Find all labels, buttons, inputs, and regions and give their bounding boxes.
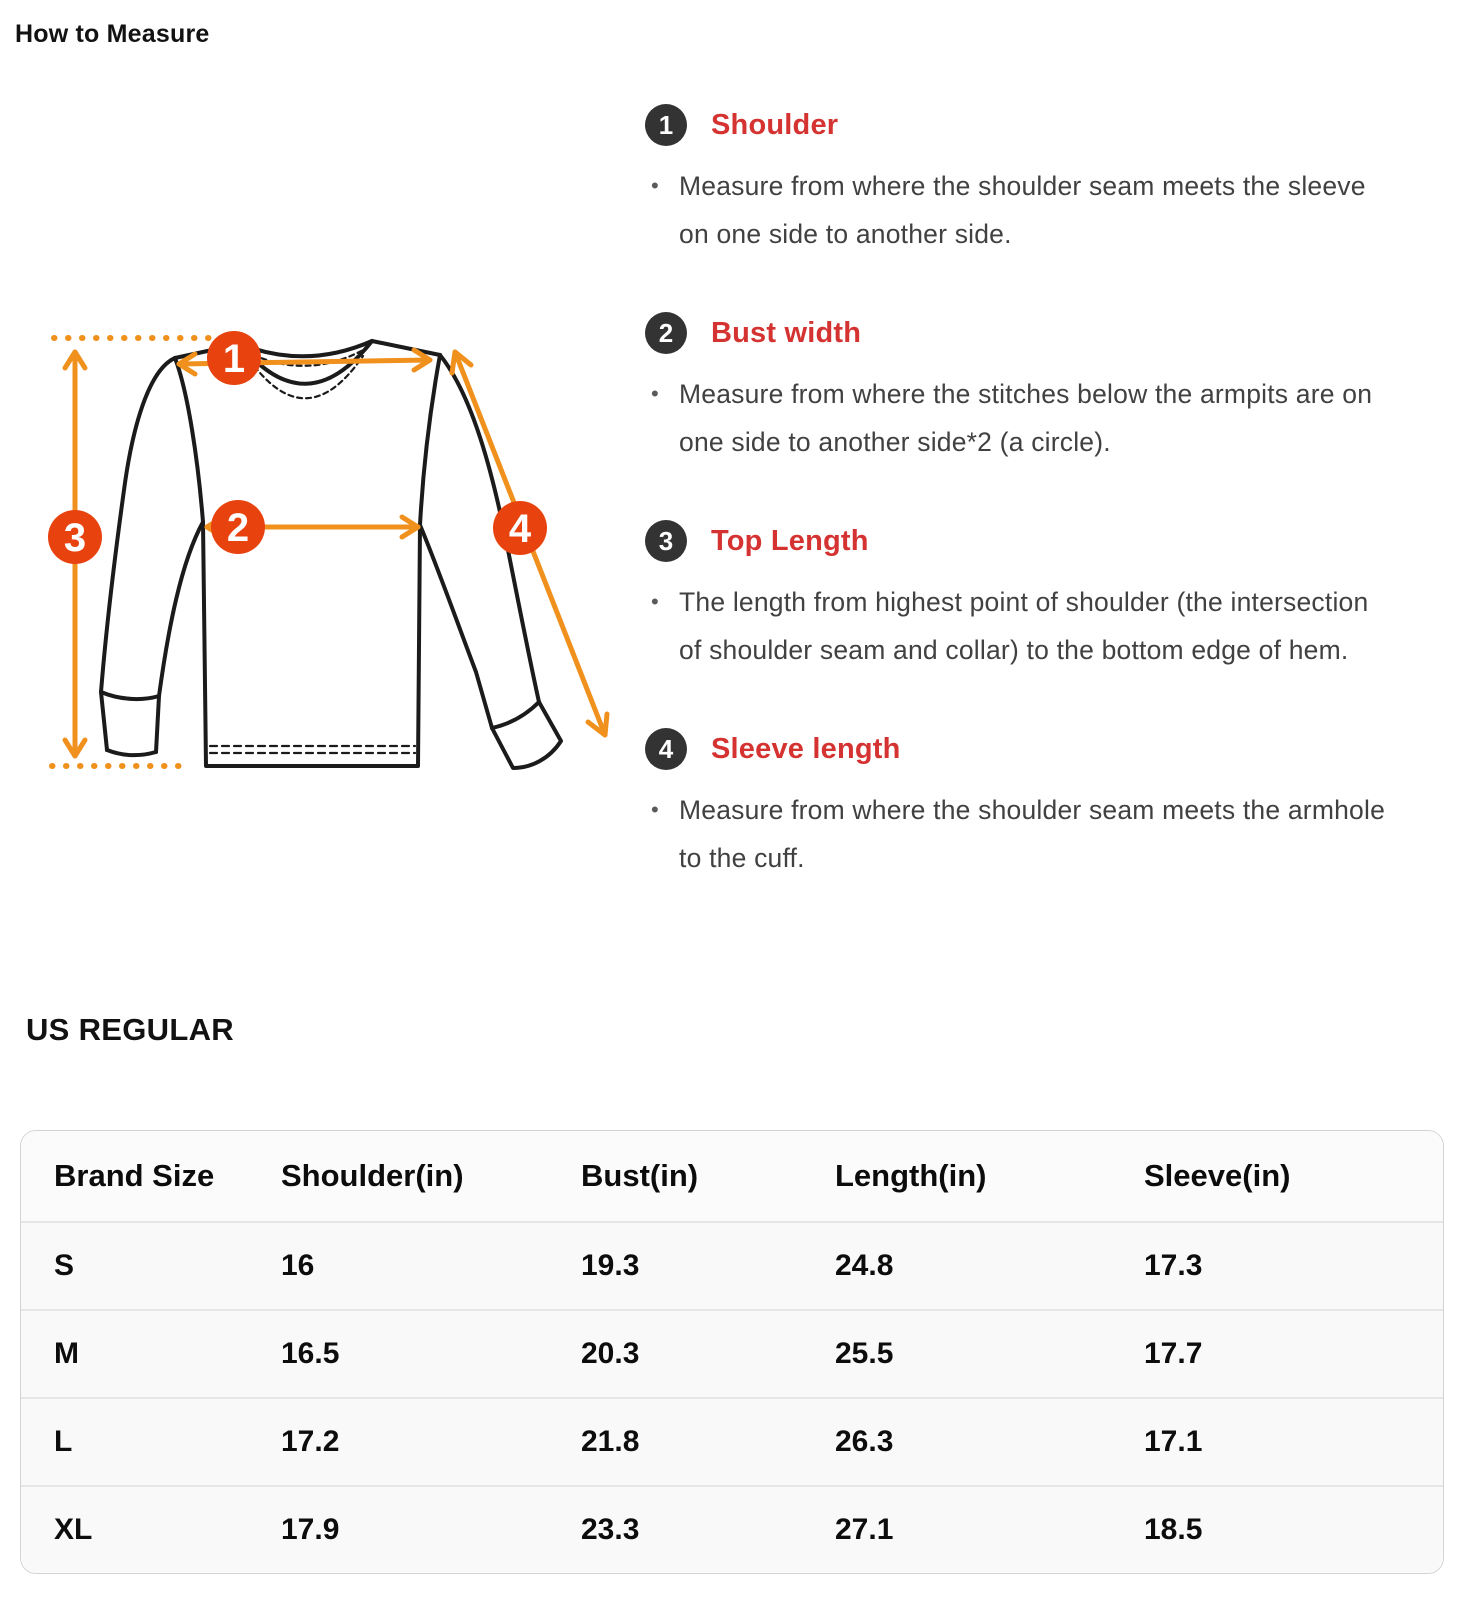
step-description: [645, 370, 1405, 466]
bullet-icon: •: [651, 173, 659, 198]
svg-text:3: 3: [63, 516, 87, 560]
diagram-badge-bust: [211, 500, 265, 554]
diagram-badge-sleeve: [493, 501, 547, 555]
measurement-cell: 16.5: [280, 1309, 580, 1397]
step-title: Top Length: [711, 524, 869, 557]
brand-size-cell: M: [21, 1309, 280, 1397]
diagram-badge-length: [48, 510, 102, 564]
brand-size-cell: L: [21, 1397, 280, 1485]
measurement-cell: 17.2: [280, 1397, 580, 1485]
size-table-body: [21, 1221, 1443, 1573]
step-description: [645, 786, 1405, 882]
step-bust-width: [645, 312, 1405, 466]
step-header: [645, 104, 1405, 146]
step-description: [645, 578, 1405, 674]
step-number-badge: 2: [645, 312, 687, 354]
step-number-badge: 4: [645, 728, 687, 770]
col-length: Length(in): [834, 1131, 1143, 1221]
size-table-card: [20, 1130, 1444, 1574]
table-row: [21, 1397, 1443, 1485]
bullet-icon: •: [651, 589, 659, 614]
step-header: [645, 312, 1405, 354]
header-row: [21, 1131, 1443, 1221]
measurement-cell: 17.3: [1143, 1221, 1443, 1309]
step-title: Shoulder: [711, 108, 839, 141]
measurement-cell: 17.7: [1143, 1309, 1443, 1397]
step-number-badge: 1: [645, 104, 687, 146]
measurement-cell: 18.5: [1143, 1485, 1443, 1573]
svg-text:4: 4: [508, 507, 532, 551]
step-description-text: Measure from where the shoulder seam meets the sleeve on one side to another side.: [679, 171, 1366, 249]
size-table-header: [21, 1131, 1443, 1221]
col-shoulder: Shoulder(in): [280, 1131, 580, 1221]
table-row: [21, 1485, 1443, 1573]
measurement-cell: 19.3: [580, 1221, 834, 1309]
step-title: Bust width: [711, 316, 862, 349]
col-sleeve: Sleeve(in): [1143, 1131, 1443, 1221]
measurement-cell: 20.3: [580, 1309, 834, 1397]
step-description-text: Measure from where the stitches below the armpits are on one side to another side*2 (a circle).: [679, 379, 1373, 457]
shirt-measurement-diagram: [30, 300, 630, 780]
measurement-cell: 26.3: [834, 1397, 1143, 1485]
measurement-cell: 23.3: [580, 1485, 834, 1573]
table-row: [21, 1221, 1443, 1309]
measurement-cell: 16: [280, 1221, 580, 1309]
step-number-badge: 3: [645, 520, 687, 562]
svg-text:2: 2: [226, 506, 250, 550]
step-description-text: Measure from where the shoulder seam meets the armhole to the cuff.: [679, 795, 1386, 873]
step-top-length: [645, 520, 1405, 674]
measurement-cell: 25.5: [834, 1309, 1143, 1397]
page-title: How to Measure: [15, 20, 210, 48]
step-description-text: The length from highest point of shoulder (the intersection of shoulder seam and collar) to the bottom edge of hem.: [679, 587, 1369, 665]
step-header: [645, 520, 1405, 562]
measurement-cell: 17.1: [1143, 1397, 1443, 1485]
shirt-diagram-svg: [30, 300, 630, 780]
step-description: [645, 162, 1405, 258]
svg-text:1: 1: [222, 337, 246, 381]
size-chart-title: US REGULAR: [26, 1012, 234, 1047]
measurement-cell: 27.1: [834, 1485, 1143, 1573]
diagram-badge-shoulder: [207, 331, 261, 385]
brand-size-cell: S: [21, 1221, 280, 1309]
measurement-cell: 21.8: [580, 1397, 834, 1485]
bullet-icon: •: [651, 381, 659, 406]
col-brand-size: Brand Size: [21, 1131, 280, 1221]
brand-size-cell: XL: [21, 1485, 280, 1573]
shirt-outline-icon: [101, 341, 561, 768]
size-chart-section: [20, 1012, 1444, 1574]
measurement-cell: 24.8: [834, 1221, 1143, 1309]
step-shoulder: [645, 104, 1405, 258]
bullet-icon: •: [651, 797, 659, 822]
col-bust: Bust(in): [580, 1131, 834, 1221]
size-table: [21, 1131, 1443, 1573]
step-title: Sleeve length: [711, 732, 901, 765]
measurement-instructions: [645, 104, 1405, 936]
step-header: [645, 728, 1405, 770]
table-row: [21, 1309, 1443, 1397]
step-sleeve-length: [645, 728, 1405, 882]
measurement-cell: 17.9: [280, 1485, 580, 1573]
